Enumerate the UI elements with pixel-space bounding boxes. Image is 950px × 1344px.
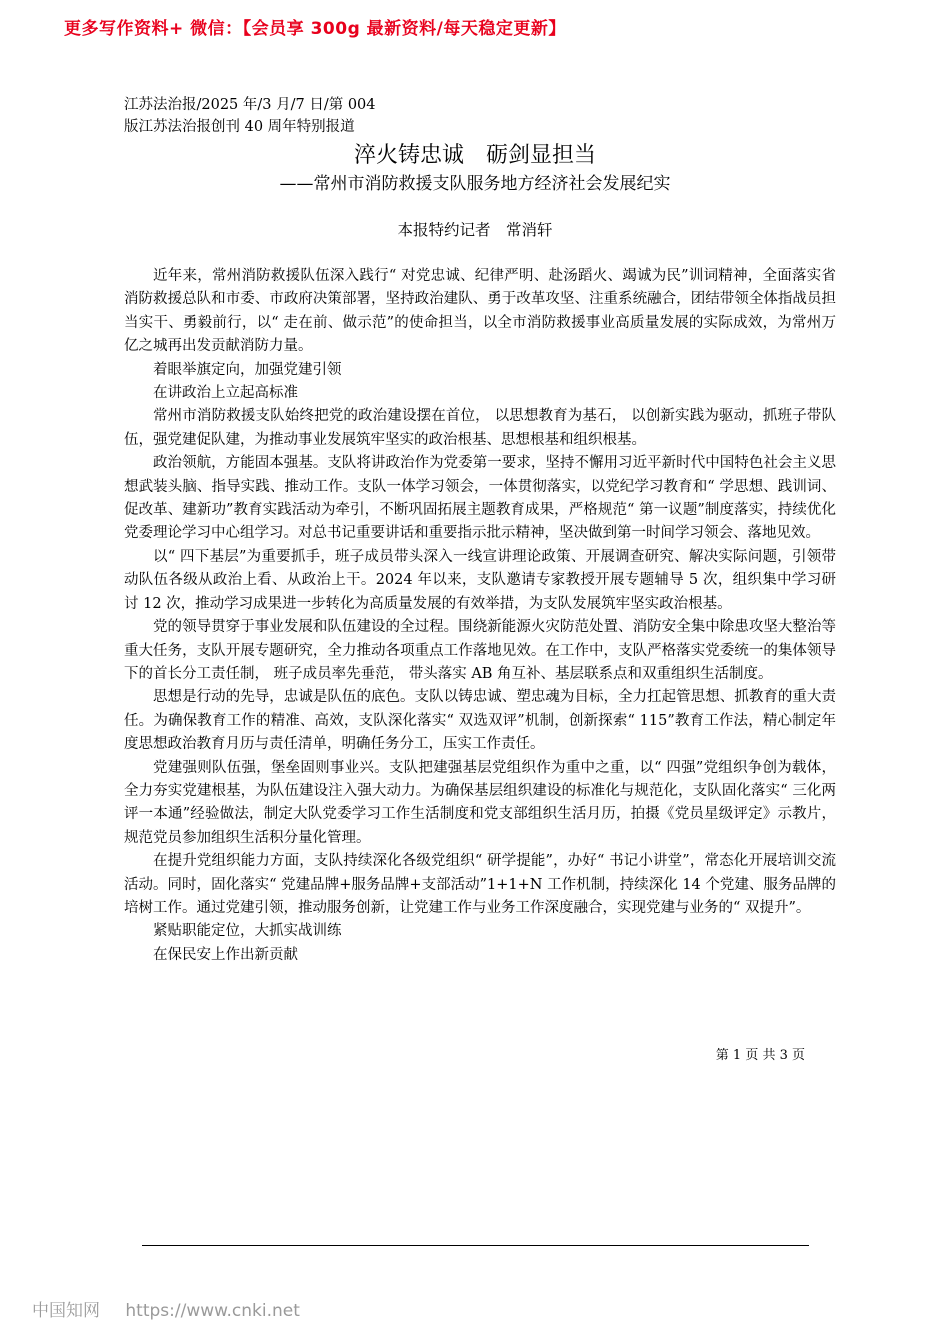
footer-divider: [142, 1245, 809, 1246]
paragraph: 在提升党组织能力方面，支队持续深化各级党组织“ 研学提能”，办好“ 书记小讲堂”，常态化开展培训交流活动。同时，固化落实“ 党建品牌+服务品牌+支部活动”1+1+N 工作机制，持续深化 14 个党建、服务品牌的培树工作。通过党建引领，推动服务创新，让党建工作与业务工作深度融合，实现党建与业务的“ 双提升”。: [124, 853, 836, 916]
subsection-heading: 在保民安上作出新贡献: [153, 946, 298, 963]
paragraph: 政治领航，方能固本强基。支队将讲政治作为党委第一要求，坚持不懈用习近平新时代中国特色社会主义思想武装头脑、指导实践、推动工作。支队一体学习领会，一体贯彻落实，以党纪学习教育和“ 学思想、践训词、促改革、建新功”教育实践活动为牵引，不断巩固拓展主题教育成果，严格规范“ 第一议题”制度落实，持续优化党委理论学习中心组学习。对总书记重要讲话和重要指示批示精神，坚决做到第一时间学习领会、落地见效。: [124, 455, 836, 542]
article-subtitle: ——常州市消防救援支队服务地方经济社会发展纪实: [279, 174, 671, 194]
article-byline: 本报特约记者 常消轩: [397, 221, 553, 239]
subsection-heading: 在讲政治上立起高标准: [153, 385, 298, 402]
footer-watermark: [32, 1296, 300, 1321]
footer-url: https://www.cnki.net: [125, 1301, 300, 1321]
publication-source: [124, 94, 376, 138]
paragraph: 常州市消防救援支队始终把党的政治建设摆在首位， 以思想教育为基石， 以创新实践为驱动，抓班子带队伍，强党建促队建，为推动事业发展筑牢坚实的政治根基、思想根基和组织根基。: [124, 408, 836, 448]
page-number: 第 1 页 共 3 页: [715, 1048, 805, 1063]
footer-site-name: 中国知网: [32, 1301, 100, 1321]
section-heading: 紧贴职能定位，大抓实战训练: [153, 923, 342, 940]
article-title: 淬火铸忠诚 砺剑显担当: [353, 143, 596, 168]
promo-banner: 更多写作资料+ 微信：【会员享 300g 最新资料/每天稳定更新】: [64, 19, 566, 39]
source-line-1: 江苏法治报/2025 年/3 月/7 日/第 004: [124, 97, 376, 113]
paragraph: 党的领导贯穿于事业发展和队伍建设的全过程。围绕新能源火灾防范处置、消防安全集中除患攻坚大整治等重大任务，支队开展专题研究，全力推动各项重点工作落地见效。在工作中，支队严格落实党委统一的集体领导下的首长分工责任制， 班子成员率先垂范， 带头落实 AB 角互补、基层联系点和双重组织生活制度。: [124, 619, 836, 682]
paragraph: 思想是行动的先导，忠诚是队伍的底色。支队以铸忠诚、塑忠魂为目标，全力扛起管思想、抓教育的重大责任。为确保教育工作的精准、高效，支队深化落实“ 双选双评”机制，创新探索“ 115”教育工作法，精心制定年度思想政治教育月历与责任清单，明确任务分工，压实工作责任。: [124, 689, 836, 753]
paragraph: 党建强则队伍强，堡垒固则事业兴。支队把建强基层党组织作为重中之重，以“ 四强”党组织争创为载体，全力夯实党建根基，为队伍建设注入强大动力。为确保基层组织建设的标准化与规范化，支队固化落实“ 三化两评一本通”经验做法，制定大队党委学习工作生活制度和党支部组织生活月历，拍摄《党员星级评定》示教片，规范党员参加组织生活积分量化管理。: [124, 759, 836, 846]
source-line-2: 版江苏法治报创刊 40 周年特别报道: [124, 119, 355, 135]
article-body: [124, 265, 836, 967]
paragraph: 近年来，常州消防救援队伍深入践行“ 对党忠诚、纪律严明、赴汤蹈火、竭诚为民”训词精神，全面落实省消防救援总队和市委、市政府决策部署，坚持政治建队、勇于改革攻坚、注重系统融合，团结带领全体指战员担当实干、勇毅前行，以“ 走在前、做示范”的使命担当，以全市消防救援事业高质量发展的实际成效，为常州万亿之城再出发贡献消防力量。: [124, 268, 836, 355]
section-heading: 着眼举旗定向，加强党建引领: [153, 361, 342, 378]
paragraph: 以“ 四下基层”为重要抓手，班子成员带头深入一线宣讲理论政策、开展调查研究、解决实际问题，引领带动队伍各级从政治上看、从政治上干。2024 年以来，支队邀请专家教授开展专题辅导 5 次，组织集中学习研讨 12 次，推动学习成果进一步转化为高质量发展的有效举措，为支队发展筑牢坚实政治根基。: [124, 548, 836, 612]
